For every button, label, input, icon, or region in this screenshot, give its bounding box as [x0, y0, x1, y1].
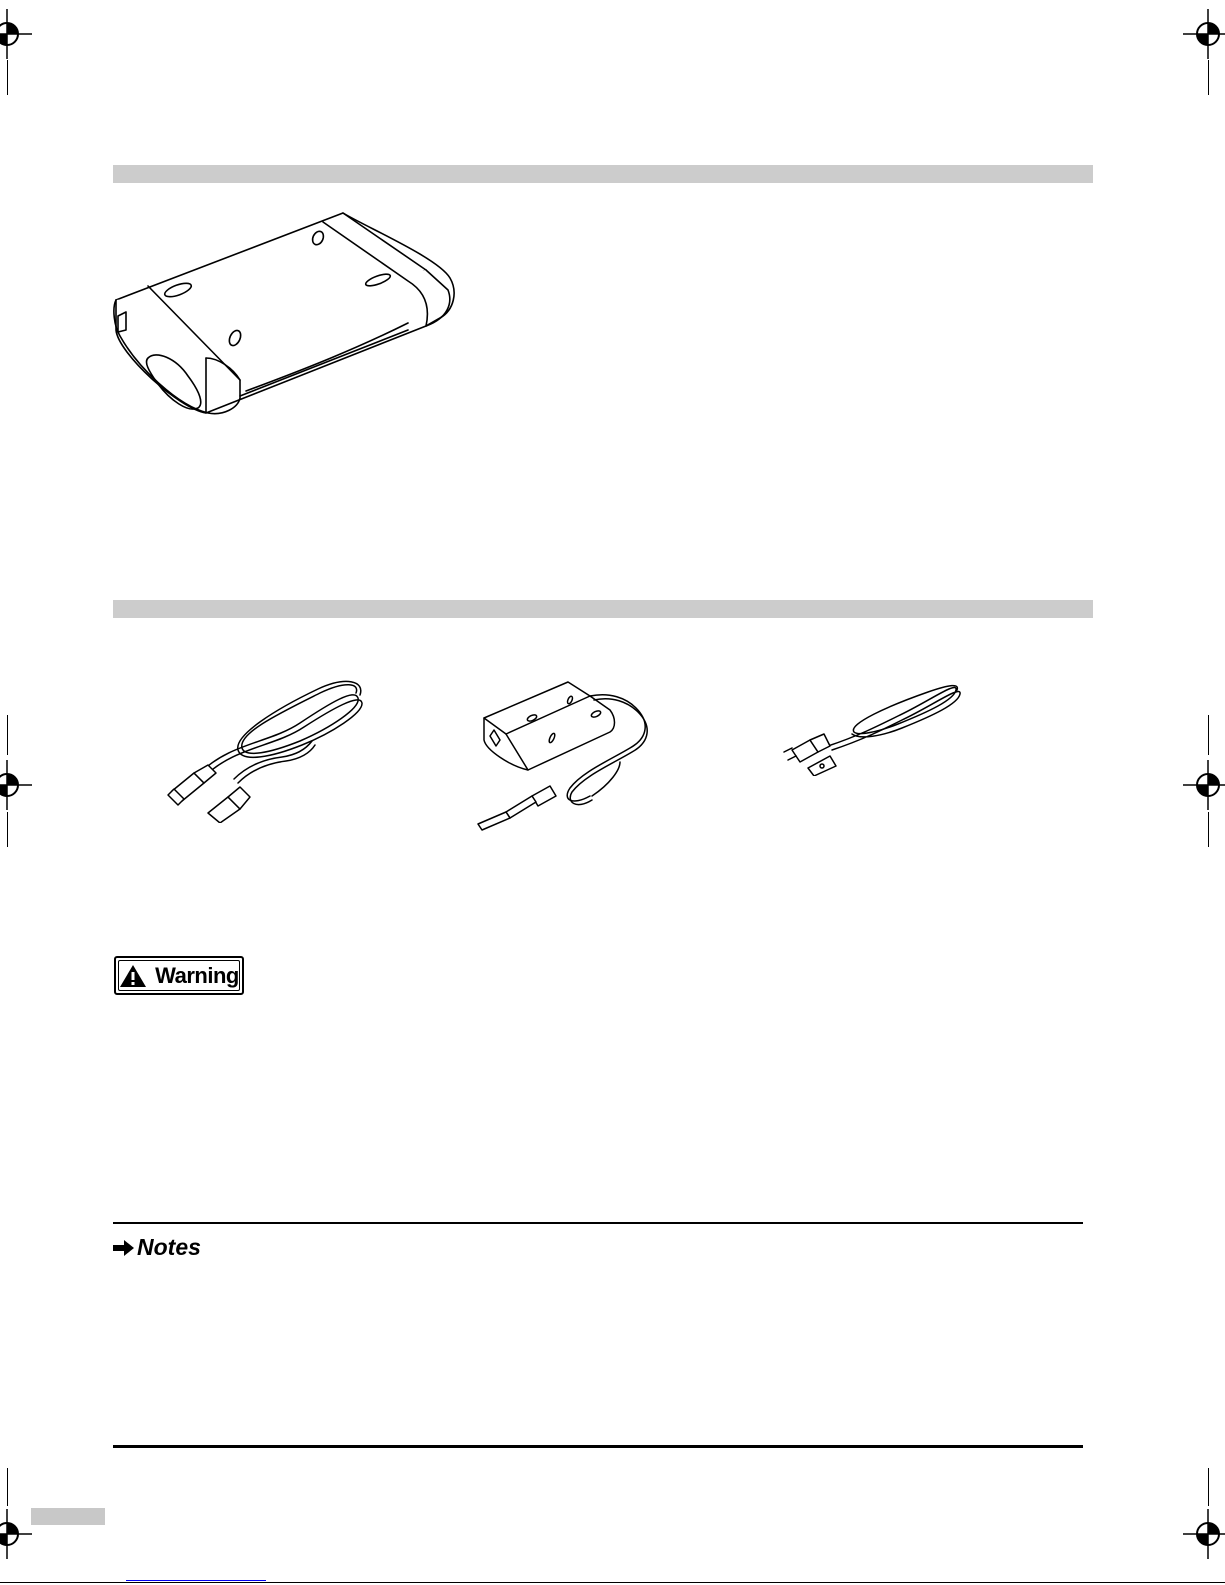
arrow-right-icon	[113, 1240, 135, 1256]
ac-adapter-illustration	[470, 678, 660, 834]
notes-heading	[113, 1234, 201, 1261]
trim-line	[7, 715, 8, 755]
power-cord-illustration	[778, 676, 963, 776]
registration-mark-icon	[0, 1509, 32, 1559]
registration-mark-icon	[1183, 760, 1225, 810]
warning-box	[114, 956, 244, 995]
trim-line	[1208, 60, 1209, 95]
footer-trim-line	[0, 1582, 1225, 1583]
trim-line	[7, 1468, 8, 1506]
section-header-bar	[113, 600, 1093, 618]
usb-cable-illustration	[160, 673, 370, 823]
section-header-bar	[113, 165, 1093, 183]
trim-line	[1208, 1468, 1209, 1506]
warning-label: Warning	[155, 962, 239, 988]
notes-top-rule	[113, 1222, 1083, 1224]
notes-bottom-rule	[113, 1445, 1083, 1448]
page-number-tab	[31, 1508, 105, 1525]
portable-printer-illustration	[108, 208, 460, 420]
registration-mark-icon	[0, 9, 32, 59]
footer-link-underline[interactable]	[126, 1580, 266, 1581]
registration-mark-icon	[1183, 1509, 1225, 1559]
warning-triangle-icon	[119, 964, 147, 988]
trim-line	[1208, 812, 1209, 847]
notes-label: Notes	[137, 1234, 201, 1260]
registration-mark-icon	[0, 760, 32, 810]
trim-line	[7, 60, 8, 95]
registration-mark-icon	[1183, 9, 1225, 59]
trim-line	[1208, 715, 1209, 755]
trim-line	[7, 812, 8, 847]
